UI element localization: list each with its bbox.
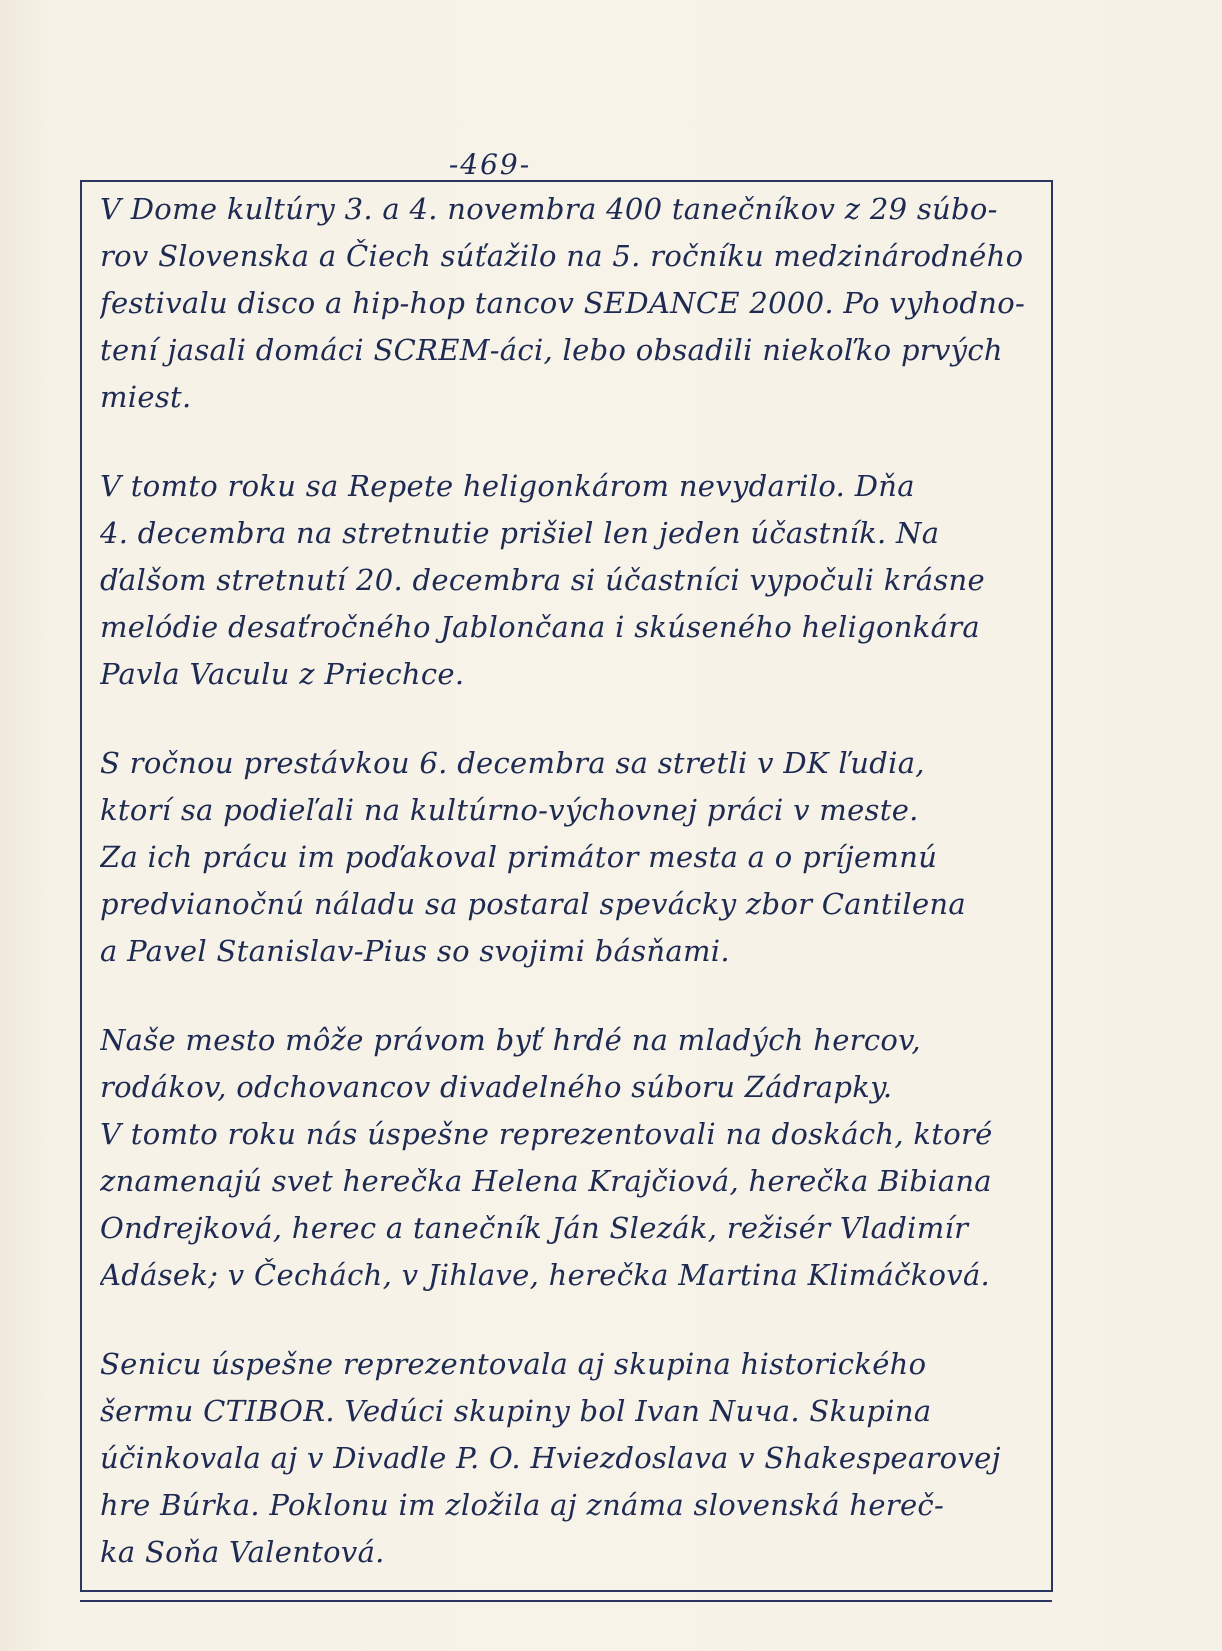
paragraph-kultura bbox=[100, 740, 1038, 975]
frame-bottom-rule bbox=[80, 1600, 1052, 1602]
paragraph-herci bbox=[100, 1017, 1038, 1299]
text-line: S ročnou prestávkou 6. decembra sa stretli v DK ľudia, bbox=[100, 746, 925, 780]
paragraph-sedance bbox=[100, 186, 1038, 421]
text-line: festivalu disco a hip-hop tancov SEDANCE 2000. Po vyhodno- bbox=[100, 286, 1026, 320]
text-line: V tomto roku sa Repete heligonkárom nevydarilo. Dňa bbox=[100, 469, 915, 503]
paragraph-gap bbox=[100, 1299, 1038, 1341]
text-line: účinkovala aj v Divadle P. O. Hviezdoslava v Shakespearovej bbox=[100, 1441, 1001, 1475]
text-line: Za ich prácu im poďakoval primátor mesta a o príjemnú bbox=[100, 840, 938, 874]
paragraph-gap bbox=[100, 421, 1038, 463]
text-line: znamenajú svet herečka Helena Krajčiová, herečka Bibiana bbox=[100, 1164, 992, 1198]
text-line: Senicu úspešne reprezentovala aj skupina historického bbox=[100, 1347, 927, 1381]
text-line: 4. decembra na stretnutie prišiel len jeden účastník. Na bbox=[100, 516, 940, 550]
text-line: V tomto roku nás úspešne reprezentovali na doskách, ktoré bbox=[100, 1117, 993, 1151]
text-line: ka Soňa Valentová. bbox=[100, 1535, 385, 1569]
paragraph-gap bbox=[100, 698, 1038, 740]
text-line: šermu CTIBOR. Vedúci skupiny bol Ivan Nича. Skupina bbox=[100, 1394, 932, 1428]
text-line: ktorí sa podieľali na kultúrno-výchovnej práci v meste. bbox=[100, 793, 919, 827]
text-line: a Pavel Stanislav-Pius so svojimi básňami. bbox=[100, 934, 730, 968]
paragraph-gap bbox=[100, 975, 1038, 1017]
text-line: hre Búrka. Poklonu im zložila aj známa slovenská hereč- bbox=[100, 1488, 945, 1522]
text-line: Naše mesto môže právom byť hrdé na mladých hercov, bbox=[100, 1023, 921, 1057]
text-line: predvianočnú náladu sa postaral spevácky zbor Cantilena bbox=[100, 887, 966, 921]
page-number: -469- bbox=[448, 148, 532, 181]
text-line: miest. bbox=[100, 380, 192, 414]
text-line: Adásek; v Čechách, v Jihlave, herečka Martina Klimáčková. bbox=[100, 1258, 991, 1292]
text-line: rov Slovenska a Čiech súťažilo na 5. ročníku medzinárodného bbox=[100, 239, 1024, 273]
text-line: rodákov, odchovancov divadelného súboru Zádrapky. bbox=[100, 1070, 893, 1104]
text-line: ďalšom stretnutí 20. decembra si účastníci vypočuli krásne bbox=[100, 563, 985, 597]
text-line: melódie desaťročného Jablončana i skúseného heligonkára bbox=[100, 610, 980, 644]
text-line: V Dome kultúry 3. a 4. novembra 400 tanečníkov z 29 súbo- bbox=[100, 192, 998, 226]
text-line: Ondrejková, herec a tanečník Ján Slezák, režisér Vladimír bbox=[100, 1211, 969, 1245]
text-line: tení jasali domáci SCREM-áci, lebo obsadili niekoľko prvých bbox=[100, 333, 1003, 367]
text-line: Pavla Vaculu z Priechce. bbox=[100, 657, 465, 691]
paragraph-heligonkari bbox=[100, 463, 1038, 698]
chronicle-text bbox=[100, 186, 1038, 1576]
paragraph-ctibor bbox=[100, 1341, 1038, 1576]
